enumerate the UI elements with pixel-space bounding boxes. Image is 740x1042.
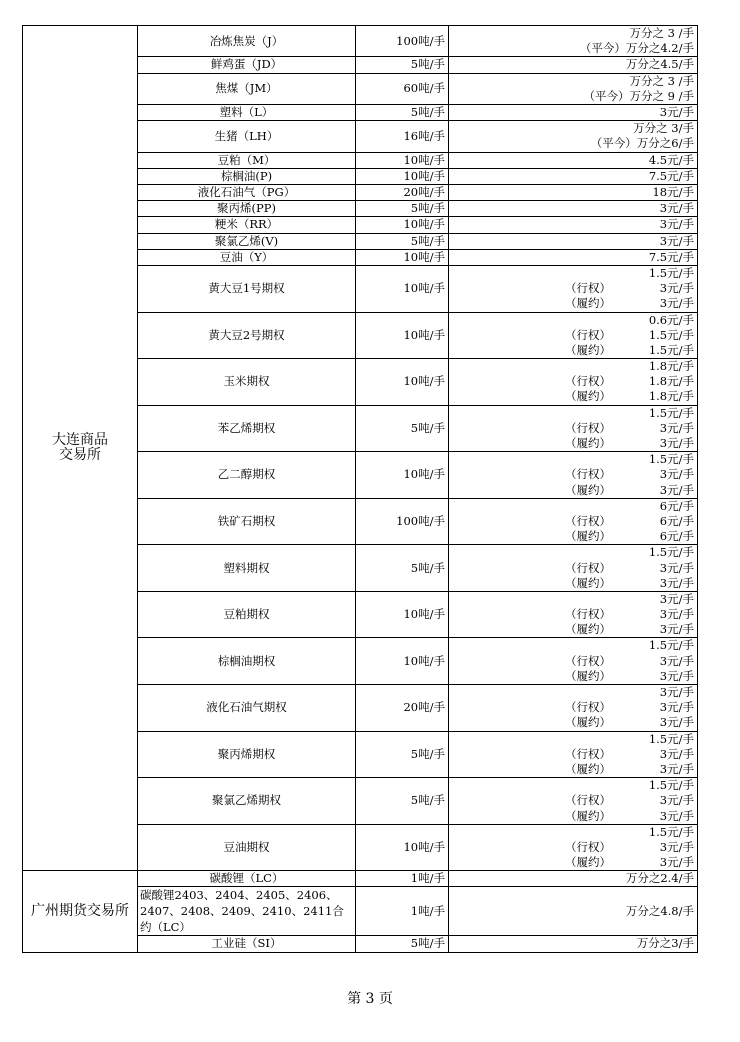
fee-value: 3元/手 xyxy=(659,700,694,715)
fee-value: 1.5元/手 xyxy=(648,731,694,746)
fee-line xyxy=(452,499,694,514)
exercise-label: （行权） xyxy=(565,653,611,668)
fee-line xyxy=(452,669,694,684)
exercise-label: （行权） xyxy=(565,281,611,296)
option-fee-cell xyxy=(449,638,698,685)
fee-value: 3元/手 xyxy=(659,808,694,823)
trading-unit: 10吨/手 xyxy=(356,452,449,499)
fee-line xyxy=(452,483,694,498)
fee-value: 3元/手 xyxy=(659,296,694,311)
product-name: 液化石油气（PG） xyxy=(138,184,356,200)
trading-unit: 1吨/手 xyxy=(356,871,449,887)
fee-line xyxy=(452,592,694,607)
fee-line: 7.5元/手 xyxy=(648,168,694,183)
fee-value: 1.5元/手 xyxy=(648,778,694,793)
fee-line xyxy=(452,762,694,777)
fee-line xyxy=(452,545,694,560)
trading-unit: 10吨/手 xyxy=(356,265,449,312)
trading-unit: 100吨/手 xyxy=(356,498,449,545)
option-fee-cell xyxy=(449,545,698,592)
fee-line xyxy=(452,452,694,467)
product-name: 生猪（LH） xyxy=(138,121,356,152)
fee-cell xyxy=(449,217,698,233)
fee-value: 3元/手 xyxy=(659,653,694,668)
trading-unit: 60吨/手 xyxy=(356,73,449,104)
option-product-name: 黄大豆1号期权 xyxy=(138,265,356,312)
fee-value: 6元/手 xyxy=(659,498,694,513)
trading-unit: 5吨/手 xyxy=(356,201,449,217)
option-fee-cell xyxy=(449,824,698,871)
trading-unit: 5吨/手 xyxy=(356,405,449,452)
option-fee-cell xyxy=(449,452,698,499)
delivery-label: （履约） xyxy=(565,342,611,357)
fee-value: 3元/手 xyxy=(659,622,694,637)
fee-line xyxy=(452,576,694,591)
trading-unit: 10吨/手 xyxy=(356,312,449,359)
trading-unit: 10吨/手 xyxy=(356,152,449,168)
delivery-label: （履约） xyxy=(565,436,611,451)
trading-unit: 5吨/手 xyxy=(356,731,449,778)
delivery-label: （履约） xyxy=(565,482,611,497)
option-product-name: 黄大豆2号期权 xyxy=(138,312,356,359)
trading-unit: 10吨/手 xyxy=(356,591,449,638)
exchange-name-line: 交易所 xyxy=(59,447,101,464)
option-product-name: 玉米期权 xyxy=(138,359,356,406)
fee-line xyxy=(452,700,694,715)
fee-value: 3元/手 xyxy=(659,761,694,776)
product-name: 棕榈油(P) xyxy=(138,168,356,184)
option-fee-cell xyxy=(449,265,698,312)
trading-unit: 10吨/手 xyxy=(356,638,449,685)
fee-cell: 万分之2.4/手 xyxy=(449,871,698,887)
fee-line xyxy=(452,561,694,576)
product-name: 粳米（RR） xyxy=(138,217,356,233)
option-product-name: 塑料期权 xyxy=(138,545,356,592)
exercise-label: （行权） xyxy=(565,513,611,528)
trading-unit: 10吨/手 xyxy=(356,359,449,406)
fee-line: 万分之 3 /手 xyxy=(629,73,694,88)
page-number: 第 3 页 xyxy=(347,991,393,1007)
fee-value: 3元/手 xyxy=(659,560,694,575)
option-fee-cell xyxy=(449,778,698,825)
fee-value: 3元/手 xyxy=(659,685,694,700)
delivery-label: （履约） xyxy=(565,668,611,683)
option-fee-cell xyxy=(449,312,698,359)
fee-cell xyxy=(449,104,698,120)
fee-value: 3元/手 xyxy=(659,793,694,808)
fee-line xyxy=(452,607,694,622)
exercise-label: （行权） xyxy=(565,420,611,435)
fee-line xyxy=(452,406,694,421)
fee-value: 6元/手 xyxy=(659,513,694,528)
fee-value: 3元/手 xyxy=(659,575,694,590)
fee-value: 1.5元/手 xyxy=(648,452,694,467)
fee-line: 3元/手 xyxy=(659,201,694,216)
option-fee-cell xyxy=(449,498,698,545)
fee-value: 1.5元/手 xyxy=(648,545,694,560)
fee-line xyxy=(452,374,694,389)
fee-line: 万分之 3 /手 xyxy=(629,26,694,40)
product-name: 聚氯乙烯(V) xyxy=(138,233,356,249)
option-product-name: 液化石油气期权 xyxy=(138,685,356,732)
fee-line xyxy=(452,732,694,747)
fee-line xyxy=(452,622,694,637)
fee-line: 3元/手 xyxy=(659,217,694,232)
delivery-label: （履约） xyxy=(565,855,611,870)
fee-value: 0.6元/手 xyxy=(648,312,694,327)
exercise-label: （行权） xyxy=(565,700,611,715)
delivery-label: （履约） xyxy=(565,389,611,404)
fee-line: 7.5元/手 xyxy=(648,249,694,264)
fee-value: 3元/手 xyxy=(659,746,694,761)
trading-unit: 10吨/手 xyxy=(356,168,449,184)
fee-value: 1.5元/手 xyxy=(648,265,694,280)
fee-value: 3元/手 xyxy=(659,668,694,683)
product-name: 鲜鸡蛋（JD） xyxy=(138,57,356,73)
delivery-label: （履约） xyxy=(565,296,611,311)
fee-line xyxy=(452,514,694,529)
fee-cell xyxy=(449,57,698,73)
fee-cell xyxy=(449,26,698,57)
trading-unit: 5吨/手 xyxy=(356,233,449,249)
fee-line xyxy=(452,809,694,824)
fee-line: 4.5元/手 xyxy=(648,152,694,167)
option-product-name: 聚丙烯期权 xyxy=(138,731,356,778)
trading-unit: 10吨/手 xyxy=(356,217,449,233)
fee-cell xyxy=(449,233,698,249)
option-product-name: 聚氯乙烯期权 xyxy=(138,778,356,825)
trading-unit: 5吨/手 xyxy=(356,545,449,592)
fee-line: （平今）万分之6/手 xyxy=(590,136,694,151)
fee-value: 1.5元/手 xyxy=(648,327,694,342)
trading-unit: 20吨/手 xyxy=(356,184,449,200)
fee-line xyxy=(452,715,694,730)
fee-cell xyxy=(449,73,698,104)
fee-line xyxy=(452,421,694,436)
fee-value: 3元/手 xyxy=(659,855,694,870)
fee-line xyxy=(452,638,694,653)
fee-cell xyxy=(449,152,698,168)
fee-line xyxy=(452,840,694,855)
exercise-label: （行权） xyxy=(565,607,611,622)
fee-line xyxy=(452,467,694,482)
product-name: 豆粕（M） xyxy=(138,152,356,168)
delivery-label: （履约） xyxy=(565,622,611,637)
exercise-label: （行权） xyxy=(565,746,611,761)
trading-unit: 5吨/手 xyxy=(356,57,449,73)
trading-unit: 100吨/手 xyxy=(356,26,449,57)
fee-line: 万分之4.5/手 xyxy=(625,57,694,72)
exercise-label: （行权） xyxy=(565,839,611,854)
trading-unit: 5吨/手 xyxy=(356,104,449,120)
fee-value: 1.5元/手 xyxy=(648,405,694,420)
fee-line xyxy=(452,389,694,404)
option-fee-cell xyxy=(449,591,698,638)
fee-line xyxy=(452,436,694,451)
fee-line xyxy=(452,855,694,870)
exchange-name-guangzhou: 广州期货交易所 xyxy=(23,871,138,952)
fee-line xyxy=(452,359,694,374)
fee-cell xyxy=(449,121,698,152)
option-product-name: 豆油期权 xyxy=(138,824,356,871)
fee-line xyxy=(452,825,694,840)
exercise-label: （行权） xyxy=(565,327,611,342)
delivery-label: （履约） xyxy=(565,808,611,823)
fee-line xyxy=(452,281,694,296)
option-fee-cell xyxy=(449,359,698,406)
product-name: 聚丙烯(PP) xyxy=(138,201,356,217)
fee-cell xyxy=(449,249,698,265)
option-product-name: 乙二醇期权 xyxy=(138,452,356,499)
trading-unit: 16吨/手 xyxy=(356,121,449,152)
fee-line xyxy=(452,529,694,544)
option-fee-cell xyxy=(449,731,698,778)
fee-value: 1.8元/手 xyxy=(648,389,694,404)
table-row xyxy=(23,871,698,887)
delivery-label: （履约） xyxy=(565,529,611,544)
product-name: 碳酸锂2403、2404、2405、2406、2407、2408、2409、2410、2411合约（LC） xyxy=(138,887,356,936)
fee-value: 3元/手 xyxy=(659,467,694,482)
fee-cell: 万分之3/手 xyxy=(449,936,698,952)
fee-line: 3元/手 xyxy=(659,233,694,248)
fee-line xyxy=(452,313,694,328)
fee-cell: 万分之4.8/手 xyxy=(449,887,698,936)
fee-cell xyxy=(449,201,698,217)
exchange-name-dalian xyxy=(23,26,138,871)
fee-value: 3元/手 xyxy=(659,420,694,435)
exercise-label: （行权） xyxy=(565,560,611,575)
delivery-label: （履约） xyxy=(565,715,611,730)
fee-value: 1.5元/手 xyxy=(648,342,694,357)
fee-value: 6元/手 xyxy=(659,529,694,544)
option-product-name: 棕榈油期权 xyxy=(138,638,356,685)
delivery-label: （履约） xyxy=(565,575,611,590)
option-fee-cell xyxy=(449,685,698,732)
fee-line xyxy=(452,778,694,793)
fee-line xyxy=(452,328,694,343)
option-product-name: 铁矿石期权 xyxy=(138,498,356,545)
fee-table-body xyxy=(23,26,698,953)
trading-unit: 5吨/手 xyxy=(356,936,449,952)
product-name: 工业硅（SI） xyxy=(138,936,356,952)
fee-value: 1.5元/手 xyxy=(648,824,694,839)
exercise-label: （行权） xyxy=(565,467,611,482)
delivery-label: （履约） xyxy=(565,761,611,776)
option-product-name: 苯乙烯期权 xyxy=(138,405,356,452)
fee-cell xyxy=(449,184,698,200)
trading-unit: 10吨/手 xyxy=(356,824,449,871)
fee-line xyxy=(452,266,694,281)
fee-line xyxy=(452,296,694,311)
trading-unit: 1吨/手 xyxy=(356,887,449,936)
exchange-name-line: 大连商品 xyxy=(52,431,108,448)
fee-cell xyxy=(449,168,698,184)
fee-value: 1.5元/手 xyxy=(648,638,694,653)
exercise-label: （行权） xyxy=(565,793,611,808)
fee-line xyxy=(452,343,694,358)
trading-unit: 10吨/手 xyxy=(356,249,449,265)
product-name: 焦煤（JM） xyxy=(138,73,356,104)
table-row xyxy=(23,26,698,57)
trading-unit: 20吨/手 xyxy=(356,685,449,732)
trading-unit: 5吨/手 xyxy=(356,778,449,825)
fee-line: （平今）万分之4.2/手 xyxy=(579,41,694,56)
option-fee-cell xyxy=(449,405,698,452)
fee-value: 3元/手 xyxy=(659,839,694,854)
fee-value: 3元/手 xyxy=(659,436,694,451)
fee-table xyxy=(22,25,698,953)
fee-line: 3元/手 xyxy=(659,104,694,119)
fee-line: 18元/手 xyxy=(652,184,694,199)
fee-line xyxy=(452,793,694,808)
option-product-name: 豆粕期权 xyxy=(138,591,356,638)
fee-line: （平今）万分之 9 /手 xyxy=(583,88,694,103)
product-name: 豆油（Y） xyxy=(138,249,356,265)
fee-value: 3元/手 xyxy=(659,607,694,622)
fee-line: 万分之 3/手 xyxy=(633,121,694,136)
product-name: 冶炼焦炭（J） xyxy=(138,26,356,57)
product-name: 塑料（L） xyxy=(138,104,356,120)
fee-value: 1.8元/手 xyxy=(648,374,694,389)
fee-line xyxy=(452,685,694,700)
fee-line xyxy=(452,654,694,669)
product-name: 碳酸锂（LC） xyxy=(138,871,356,887)
fee-value: 3元/手 xyxy=(659,482,694,497)
exercise-label: （行权） xyxy=(565,374,611,389)
fee-value: 3元/手 xyxy=(659,281,694,296)
fee-line xyxy=(452,747,694,762)
fee-value: 1.8元/手 xyxy=(648,359,694,374)
fee-value: 3元/手 xyxy=(659,715,694,730)
fee-value: 3元/手 xyxy=(659,591,694,606)
